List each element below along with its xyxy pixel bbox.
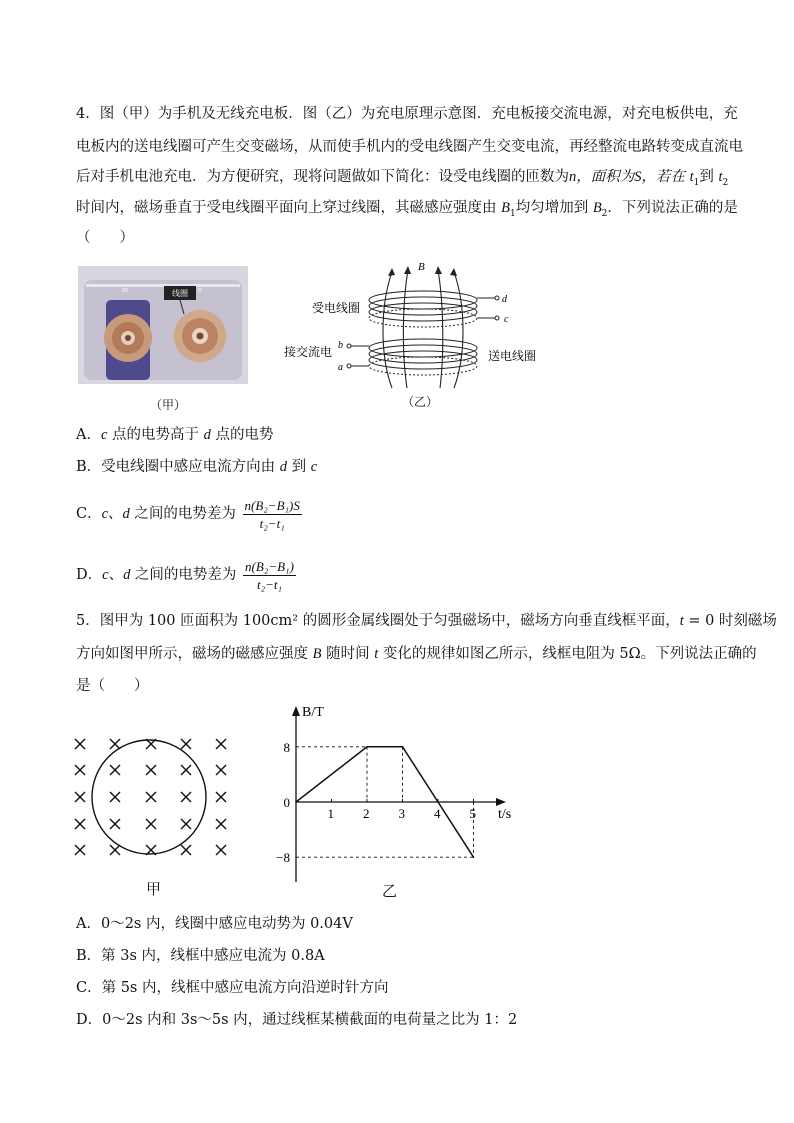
x-axis-arrow-icon: [496, 798, 506, 806]
svg-text:III: III: [122, 288, 128, 294]
q5-option-d: D．0～2s 内和 3s～5s 内，通过线框某横截面的电荷量之比为 1：2: [76, 1012, 518, 1028]
label-send-coil: 送电线圈: [488, 349, 537, 363]
svg-text:c: c: [504, 314, 509, 325]
field-cross-icon: [181, 792, 191, 802]
q4-figure-yi-caption: （乙）: [402, 395, 439, 409]
field-cross-icon: [75, 765, 85, 775]
q4-option-d: D．c、d 之间的电势差为 $\frac{\text{n(B₂−B₁)}}{\text{t₂−t₁}}$: [76, 558, 294, 592]
coil-circle: [92, 740, 206, 854]
q4-answer-bracket: （ ）: [76, 230, 134, 246]
x-tick-label: 1: [327, 806, 334, 821]
field-cross-icon: [181, 765, 191, 775]
field-cross-icon: [181, 845, 191, 855]
field-cross-icon: [110, 819, 120, 829]
q5-option-b: B．第 3s 内，线框中感应电流为 0.8A: [76, 948, 325, 964]
field-cross-icon: [75, 819, 85, 829]
y-axis-arrow-icon: [292, 706, 300, 716]
data-point: [295, 801, 297, 803]
svg-text:II: II: [198, 288, 202, 294]
field-cross-icon: [216, 819, 226, 829]
q4-option-c: C．c、d 之间的电势差为 $\frac{\text{n(B₂−B₁)S}}{\text{t₂−t₁}}$: [76, 497, 300, 531]
field-cross-icon: [146, 819, 156, 829]
q5-figure-yi-caption: 乙: [382, 882, 398, 900]
svg-text:a: a: [338, 362, 343, 373]
field-cross-icon: [75, 792, 85, 802]
label-receive-coil: 受电线圈: [312, 301, 361, 315]
q4-option-d-fraction: $\frac{\text{n(B₂−B₁)}}{\text{t₂−t₁}}$: [245, 558, 294, 592]
q5-chart: [268, 700, 518, 890]
svg-text:b: b: [338, 340, 343, 351]
coil-label: 线圈: [172, 289, 188, 298]
q4-figure-yi: [282, 256, 550, 406]
q5-stem-line-2: 方向如图甲所示，磁场的磁感应强度 B 随时间 t 变化的规律如图乙所示，线框电阻为 5Ω。下列说法正确的: [76, 646, 757, 662]
y-tick-label: 8: [283, 739, 290, 755]
q4-stem-line-4: 时间内，磁场垂直于受电线圈平面向上穿过线圈，其磁感应强度由 $B_1$均匀增加到 $B_2$．下列说法正确的是: [76, 200, 738, 219]
svg-text:d: d: [502, 294, 507, 305]
q4-stem-line-2: 电板内的送电线圈可产生交变磁场，从而使手机内的受电线圈产生交变电流，再经整流电路转变成直流电: [76, 139, 743, 155]
field-cross-icon: [110, 739, 120, 749]
q5-stem-line-1: 5．图甲为 100 匝面积为 100cm² 的圆形金属线圈处于匀强磁场中，磁场方向垂直线框平面，t = 0 时刻磁场: [76, 613, 777, 629]
data-point: [402, 746, 404, 748]
field-cross-icon: [75, 845, 85, 855]
q4-option-c-fraction: $\frac{\text{n(B₂−B₁)S}}{\text{t₂−t₁}}$: [244, 497, 300, 531]
q4-stem-line-1: 4．图（甲）为手机及无线充电板．图（乙）为充电原理示意图．充电板接交流电源，对充电板供电，充: [76, 106, 738, 122]
y-tick-label: 0: [283, 795, 290, 810]
field-cross-icon: [216, 765, 226, 775]
q5-answer-bracket: 是（ ）: [76, 678, 149, 694]
q5-figure-jia-caption: 甲: [146, 880, 162, 898]
field-label-B: B: [418, 261, 425, 273]
y-axis-label: B/T: [302, 705, 324, 720]
data-point: [366, 746, 368, 748]
x-tick-label: 4: [434, 806, 441, 821]
field-cross-icon: [110, 845, 120, 855]
field-cross-icon: [146, 765, 156, 775]
x-tick-label: 3: [398, 806, 405, 821]
field-cross-icon: [216, 739, 226, 749]
field-cross-icon: [146, 792, 156, 802]
coil-right-icon: [174, 310, 226, 362]
field-cross-icon: [216, 792, 226, 802]
x-axis-label: t/s: [498, 807, 512, 822]
q5-option-c: C．第 5s 内，线框中感应电流方向沿逆时针方向: [76, 980, 389, 996]
coil-left-icon: [104, 314, 152, 362]
field-cross-icon: [216, 845, 226, 855]
x-tick-label: 5: [469, 806, 476, 821]
q4-stem-line-3: 后对手机电池充电．为方便研究，现将问题做如下简化：设受电线圈的匝数为n，面积为S，若在 $t_1$到 $t_2$: [76, 169, 729, 188]
field-cross-icon: [181, 739, 191, 749]
q5-figure-jia: [70, 730, 235, 860]
field-cross-icon: [110, 765, 120, 775]
q4-figure-jia: [78, 266, 248, 384]
field-cross-icon: [75, 739, 85, 749]
send-coil: [369, 339, 477, 375]
q4-figure-jia-caption: （甲）: [150, 398, 187, 412]
q5-option-a: A．0～2s 内，线圈中感应电动势为 0.04V: [76, 916, 353, 932]
x-tick-label: 2: [363, 806, 370, 821]
q4-option-b: B．受电线圈中感应电流方向由 d 到 c: [76, 459, 318, 475]
label-ac-source: 接交流电: [284, 345, 333, 359]
field-cross-icon: [110, 792, 120, 802]
field-cross-icon: [181, 819, 191, 829]
q4-option-a: A．c 点的电势高于 d 点的电势: [76, 427, 274, 443]
data-point: [473, 856, 475, 858]
y-tick-label: −8: [276, 850, 290, 866]
field-lines: [383, 270, 463, 388]
